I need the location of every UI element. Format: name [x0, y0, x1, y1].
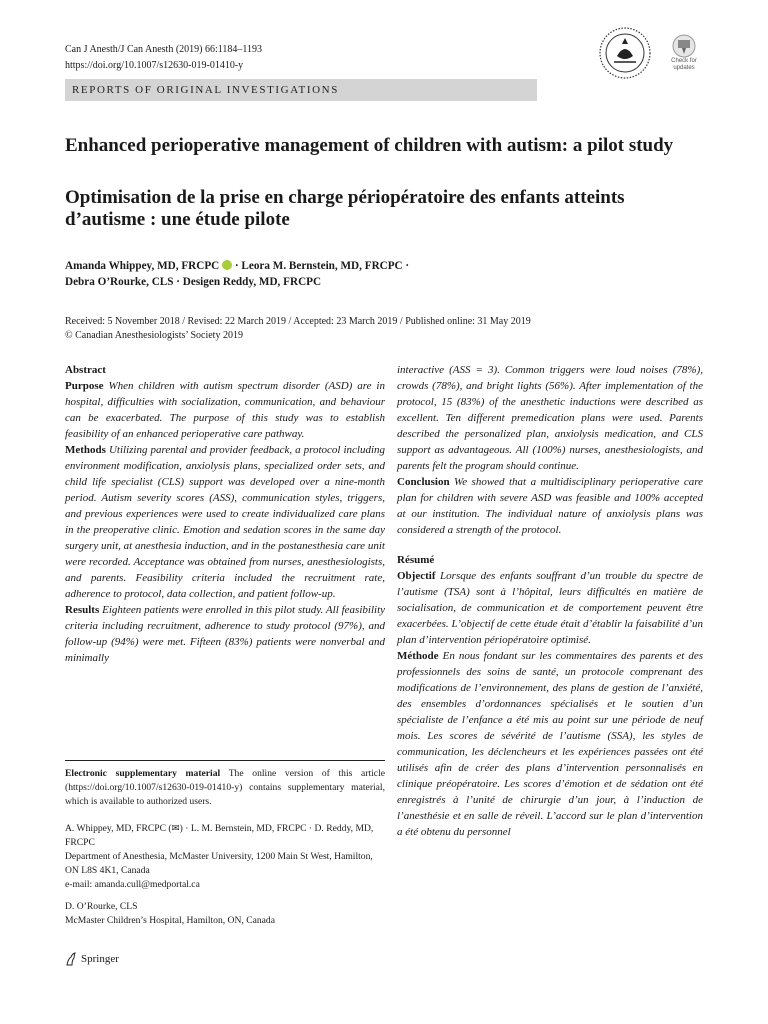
dates-history: Received: 5 November 2018 / Revised: 22 March 2019 / Accepted: 23 March 2019 / Published online: 31 May 2019	[65, 316, 531, 327]
methods-label: Methods	[65, 444, 106, 456]
footnote-label: Electronic supplementary material	[65, 768, 221, 779]
results-label: Results	[65, 604, 100, 616]
authors-line-2[interactable]: Debra O’Rourke, CLS · Desigen Reddy, MD, FRCPC	[65, 276, 322, 288]
results-text-part2: interactive (ASS = 3). Common triggers were loud noises (78%), crowds (78%), and bright lights (56%). After implementation of the protocol, 15 (83%) of the anesthetic inductions were described as excellent. Ten different premedication plans were used. Parents described the personalized plan, anxiolysis medication, and CLS support as advantageous. All (100%) nurses, anesthesiologists, and parents felt the program should continue.	[397, 364, 703, 472]
abstract-heading: Abstract	[65, 364, 106, 376]
copyright: © Canadian Anesthesiologists’ Society 2019	[65, 330, 243, 341]
left-column	[65, 362, 385, 666]
abstract-results	[65, 602, 385, 666]
footnote-divider	[65, 760, 385, 761]
journal-info	[65, 42, 262, 74]
purpose-label: Purpose	[65, 380, 104, 392]
methods-text: Utilizing parental and provider feedback, a protocol including environment modification, anxiolysis plans, specialized order sets, and child life specialist (CLS) support was developed over a nine-month period. Autism severity scores (ASS), communication styles, triggers, and previous experiences were used to create individualized care plans in the preoperative clinic. Emotion and sedation scores in the same day surgery unit, at anesthesia induction, and in the postanesthesia care unit were recorded. Acceptance was obtained from nurses, anesthesiologists, and parents. Feasibility criteria included the recruitment rate, adherence to protocol, data collection, and patient follow-up.	[65, 444, 385, 600]
abstract-methods	[65, 442, 385, 602]
journal-citation: Can J Anesth/J Can Anesth (2019) 66:1184–1193	[65, 44, 263, 55]
affiliation-authors-1: A. Whippey, MD, FRCPC (✉) · L. M. Bernstein, MD, FRCPC · D. Reddy, MD, FRCPC	[65, 823, 374, 848]
corresponding-email[interactable]: e-mail: amanda.cull@medportal.ca	[65, 879, 200, 890]
orcid-icon[interactable]	[222, 260, 232, 270]
supplementary-footnote: Electronic supplementary material The online version of this article (https://doi.org/10.1007/s12630-019-01410-y) contains supplementary material, which is available to authorized users.	[65, 768, 385, 807]
affiliations	[65, 822, 385, 928]
society-logo-icon	[598, 26, 652, 80]
resume-objectif	[397, 568, 703, 648]
affiliation-address-2: McMaster Children’s Hospital, Hamilton, ON, Canada	[65, 915, 275, 926]
right-column	[397, 362, 703, 840]
resume-methode	[397, 648, 703, 840]
affiliation-address-1: Department of Anesthesia, McMaster University, 1200 Main St West, Hamilton, ON L8S 4K1, Canada	[65, 851, 373, 876]
supplementary-link[interactable]: https://doi.org/10.1007/s12630-019-01410-y	[68, 782, 240, 793]
results-text-part1: Eighteen patients were enrolled in this pilot study. All feasibility criteria including recruitment, adherence to study protocol (97%), and follow-up (94%) were met. Fifteen (83%) patients were nonverbal and minimally	[65, 604, 386, 664]
abstract-conclusion	[397, 474, 703, 538]
check-for-updates-label[interactable]: Check for updates	[671, 58, 697, 71]
conclusion-label: Conclusion	[397, 476, 450, 488]
section-label: REPORTS OF ORIGINAL INVESTIGATIONS	[72, 84, 339, 96]
article-title-english: Enhanced perioperative management of children with autism: a pilot study	[65, 135, 674, 156]
author-whippey[interactable]: Amanda Whippey, MD, FRCPC	[65, 260, 220, 272]
purpose-text: When children with autism spectrum disorder (ASD) are in hospital, difficulties with socialization, communication, and behaviour can be exacerbated. The purpose of this study was to establish feasibility of an enhanced perioperative care pathway.	[65, 380, 385, 440]
objectif-text: Lorsque des enfants souffrant d’un trouble du spectre de l’autisme (TSA) sont à l’hôpital, leurs difficultés en matière de socialisation, de communication et de comportement peuvent être exacerbées. L’objectif de cette étude était d’établir la faisabilité d’un plan d’intervention périopératoire optimisé.	[397, 570, 704, 646]
conclusion-text: We showed that a multidisciplinary perioperative care plan for children with severe ASD was feasible and 100% accepted at our institution. The individual nature of anxiolysis plans was considered a strength of the protocol.	[397, 476, 703, 536]
abstract-purpose	[65, 378, 385, 442]
article-title-french: Optimisation de la prise en charge périopératoire des enfants atteints d’autisme : une étude pilote	[65, 187, 625, 230]
methode-label: Méthode	[397, 650, 439, 662]
authors	[65, 258, 705, 290]
author-bernstein[interactable]: · Leora M. Bernstein, MD, FRCPC ·	[232, 260, 410, 272]
springer-horse-icon	[65, 952, 77, 966]
affiliation-authors-2: D. O’Rourke, CLS	[65, 901, 138, 912]
publisher-footer	[65, 952, 119, 966]
resume-heading: Résumé	[397, 554, 435, 566]
publisher-name: Springer	[81, 953, 119, 965]
methode-text: En nous fondant sur les commentaires des parents et des professionnels des soins de santé, un protocole comprenant des modifications de l’environnement, des plans de gestion de l’anxiété, des ensembles d’ordonnances spécialisés et le soutien d’un spécialiste de l’enfance a été mis au point sur une période de neuf mois. Les scores de sévérité de l’autisme (SSA), les styles de communication, les déclencheurs et les expériences passées ont été utilisés afin de créer des plans d’intervention personnalisés en clinique préopératoire. Les scores d’émotion et de sédation ont été enregistrés à l’unité de chirurgie d’un jour, à l’induction de l’anesthésie et en salle de réveil. L’accord sur le plan d’intervention a été obtenu du personnel	[397, 650, 703, 838]
journal-doi[interactable]: https://doi.org/10.1007/s12630-019-01410-y	[65, 60, 244, 71]
objectif-label: Objectif	[397, 570, 436, 582]
publication-dates	[65, 315, 705, 343]
